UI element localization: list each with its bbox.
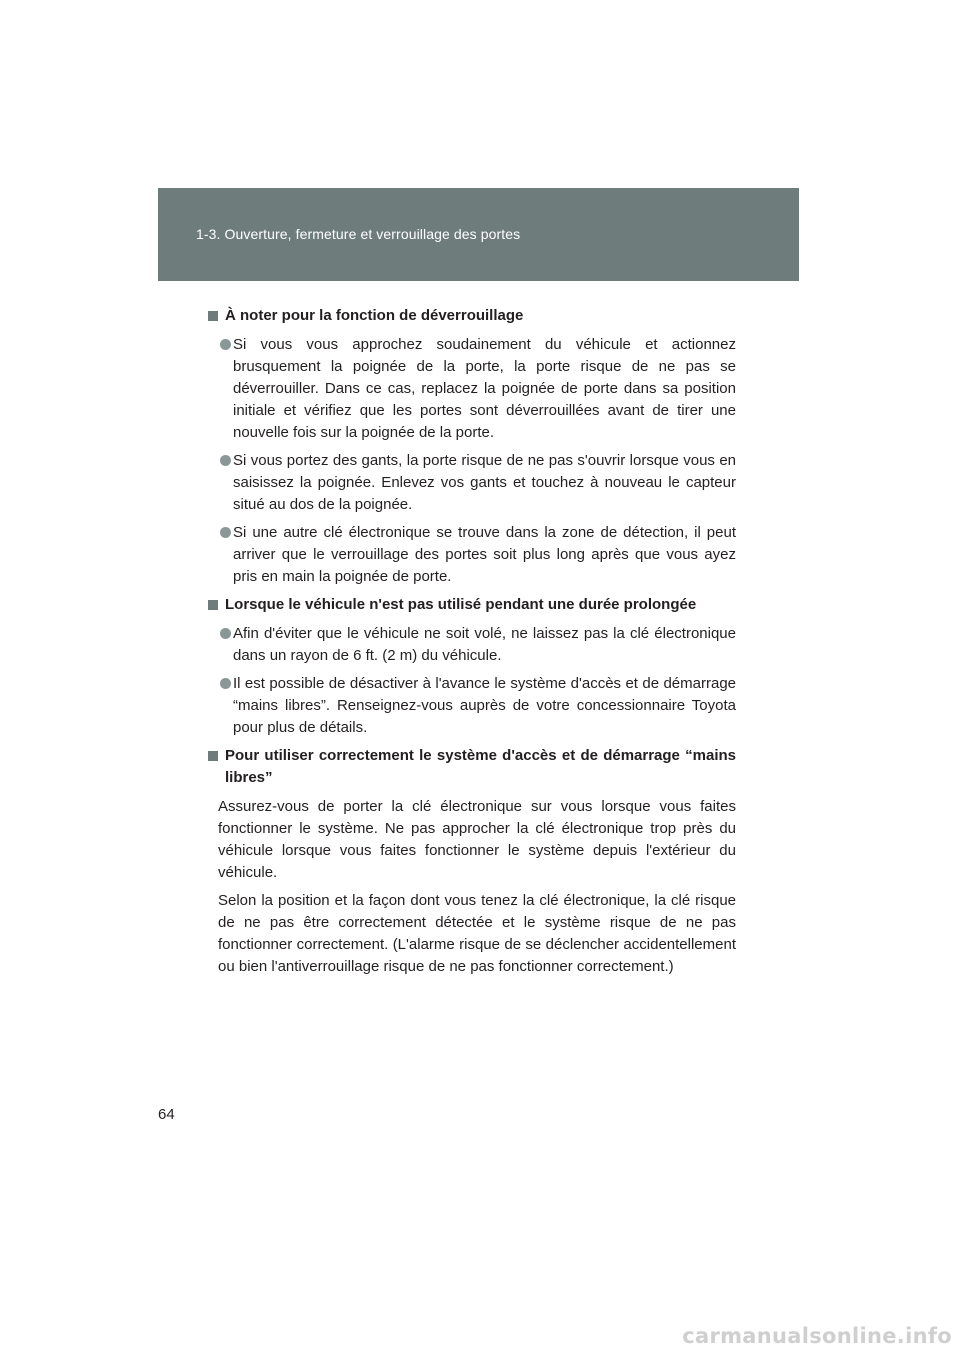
round-bullet-icon [220, 527, 231, 538]
page-content [208, 305, 736, 984]
list-item-text: Afin d'éviter que le véhicule ne soit volé, ne laissez pas la clé électronique dans un rayon de 6 ft. (2 m) du véhicule. [233, 625, 736, 664]
section-heading [208, 305, 736, 327]
chapter-section-title: 1-3. Ouverture, fermeture et verrouillage des portes [196, 226, 521, 242]
round-bullet-icon [220, 339, 231, 350]
watermark: carmanualsonline.info [682, 1324, 952, 1348]
list-item [208, 522, 736, 588]
section-heading-text: Pour utiliser correctement le système d'accès et de démarrage “mains libres” [225, 747, 736, 786]
list-item-text: Il est possible de désactiver à l'avance le système d'accès et de démarrage “mains libres”. Renseignez-vous auprès de votre concessionnaire Toyota pour plus de détails. [233, 675, 736, 736]
round-bullet-icon [220, 455, 231, 466]
section-unlock-notes [208, 305, 736, 588]
square-bullet-icon [208, 751, 218, 761]
list-item [208, 623, 736, 667]
round-bullet-icon [220, 678, 231, 689]
section-correct-use [208, 745, 736, 978]
round-bullet-icon [220, 628, 231, 639]
list-item-text: Si vous portez des gants, la porte risque de ne pas s'ouvrir lorsque vous en saisissez la poignée. Enlevez vos gants et touchez à nouveau le capteur situé au dos de la poignée. [233, 452, 736, 513]
page-number: 64 [158, 1106, 175, 1123]
section-long-term-storage [208, 594, 736, 739]
paragraph: Selon la position et la façon dont vous tenez la clé électronique, la clé risque de ne pas être correctement détectée et le système risque de ne pas fonctionner correctement. (L'alarme risque de se déclencher accidentellement ou bien l'antiverrouillage risque de ne pas fonctionner correctement.) [218, 892, 736, 975]
list-item [208, 334, 736, 444]
square-bullet-icon [208, 311, 218, 321]
list-item [208, 450, 736, 516]
list-item-text: Si vous vous approchez soudainement du véhicule et actionnez brusquement la poignée de la porte, la porte risque de ne pas se déverrouiller. Dans ce cas, replacez la poignée de porte dans sa position initiale et vérifiez que les portes sont déverrouillées avant de tirer une nouvelle fois sur la poignée de la porte. [233, 336, 736, 441]
section-heading-text: À noter pour la fonction de déverrouillage [225, 307, 524, 324]
list-item [208, 673, 736, 739]
chapter-header-band [158, 188, 799, 281]
square-bullet-icon [208, 600, 218, 610]
list-item-text: Si une autre clé électronique se trouve dans la zone de détection, il peut arriver que le verrouillage des portes soit plus long après que vous ayez pris en main la poignée de porte. [233, 524, 736, 585]
section-heading-text: Lorsque le véhicule n'est pas utilisé pendant une durée prolongée [225, 596, 697, 613]
section-heading [208, 745, 736, 789]
paragraph: Assurez-vous de porter la clé électronique sur vous lorsque vous faites fonctionner le système. Ne pas approcher la clé électronique trop près du véhicule lorsque vous faites fonctionner le système depuis l'extérieur du véhicule. [218, 798, 736, 881]
section-heading [208, 594, 736, 616]
